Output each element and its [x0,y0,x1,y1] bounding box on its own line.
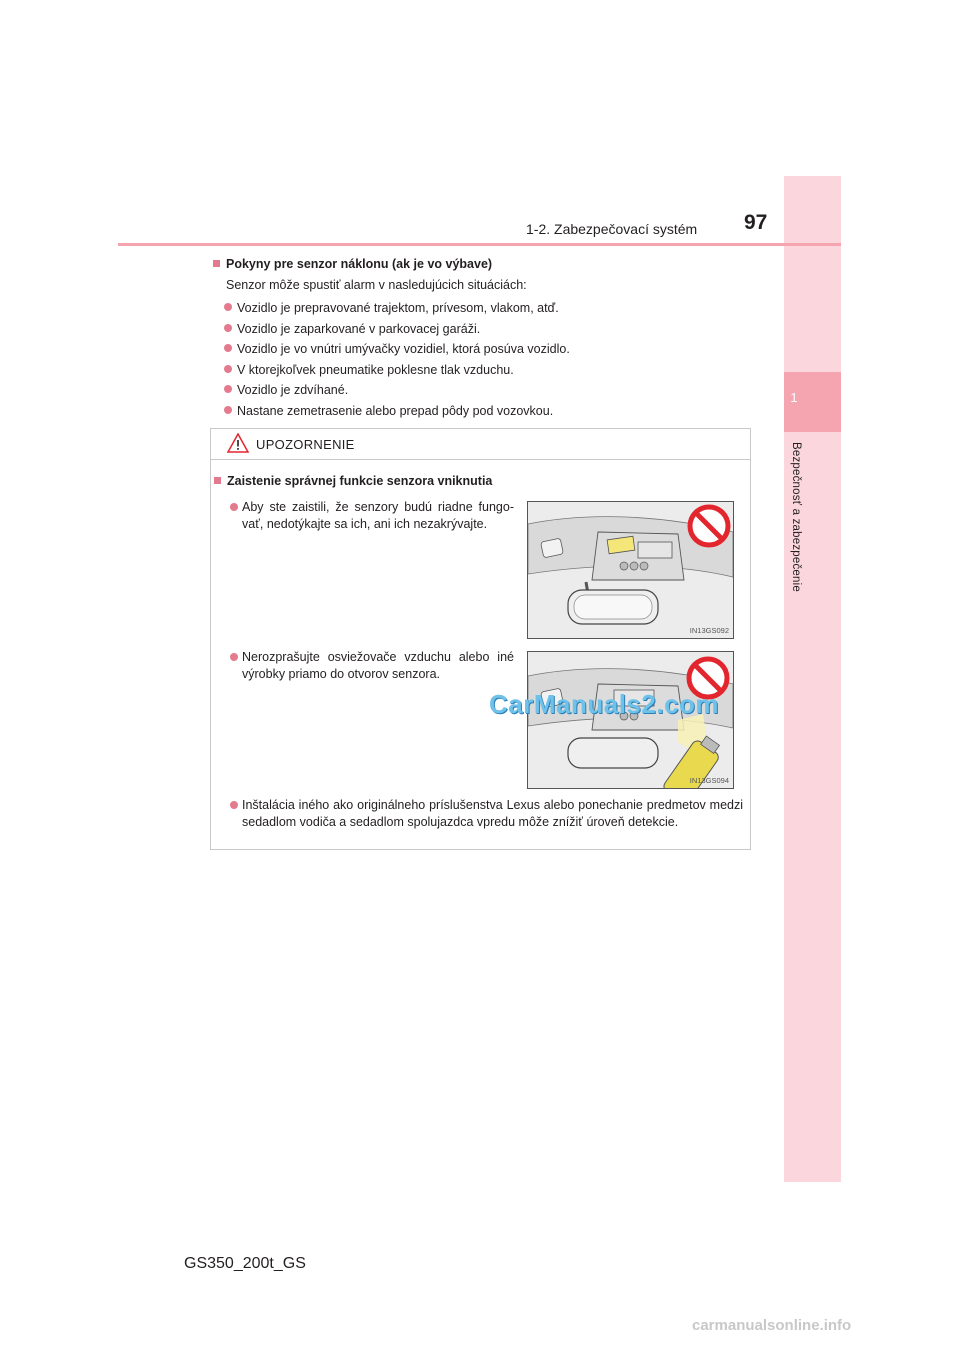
warning-triangle-icon [227,433,249,453]
overhead-console-illustration [528,502,733,638]
bullet-icon [224,365,232,373]
sensor-figure-1 [527,501,734,639]
chapter-label: Bezpečnosť a zabezpečenie [790,442,802,592]
warning-box [210,428,751,850]
square-bullet-icon [214,477,221,484]
bullet-icon [224,406,232,414]
tilt-sensor-heading: Pokyny pre senzor náklonu (ak je vo výbave) [213,257,492,271]
page-number: 97 [744,211,768,234]
sensor-figure-2 [527,651,734,789]
list-item: Vozidlo je zaparkované v parkovacej garáži. [224,319,570,340]
header-rule [118,243,841,246]
bullet-icon [224,303,232,311]
warning-subheading: Zaistenie správnej funkcie senzora vniknutia [214,474,492,488]
warning-title: UPOZORNENIE [256,437,355,452]
list-item: Vozidlo je zdvíhané. [224,380,570,401]
list-item: V ktorejkoľvek pneumatike poklesne tlak vzduchu. [224,360,570,381]
bullet-icon [224,344,232,352]
warning-item-3: Inštalácia iného ako originálneho príslušenstva Lexus alebo ponechanie predmetov medzi sedadlom vodiča a sedadlom spolujazdca vpredu môže znížiť úroveň detekcie. [242,797,743,831]
list-item: Vozidlo je vo vnútri umývačky vozidiel, ktorá posúva vozidlo. [224,339,570,360]
model-footer: GS350_200t_GS [184,1255,306,1272]
figure-code: IN13GS092 [689,626,729,635]
square-bullet-icon [213,260,220,267]
list-item: Nastane zemetrasenie alebo prepad pôdy pod vozovkou. [224,401,570,422]
bullet-icon [224,385,232,393]
bullet-icon [230,801,238,809]
list-item: Vozidlo je prepravované trajektom, prívesom, vlakom, atď. [224,298,570,319]
warning-item-1: Aby ste zaistili, že senzory budú riadne fungo-vať, nedotýkajte sa ich, ani ich nezakrývajte. [242,499,514,533]
section-title: 1-2. Zabezpečovací systém [526,221,698,237]
bullet-icon [224,324,232,332]
site-watermark: carmanualsonline.info [692,1317,852,1334]
warning-item-2: Nerozprašujte osviežovače vzduchu alebo iné výrobky priamo do otvorov senzora. [242,649,514,683]
side-band [784,176,841,1182]
bullet-icon [230,653,238,661]
tilt-sensor-list [224,298,570,421]
warning-header [211,429,750,460]
chapter-number: 1 [790,390,798,405]
tilt-sensor-intro: Senzor môže spustiť alarm v nasledujúcich situáciách: [226,278,527,292]
spray-prohibited-illustration [528,652,733,788]
figure-code: IN13GS094 [689,776,729,785]
bullet-icon [230,503,238,511]
watermark: CarManuals2.com [489,689,720,719]
